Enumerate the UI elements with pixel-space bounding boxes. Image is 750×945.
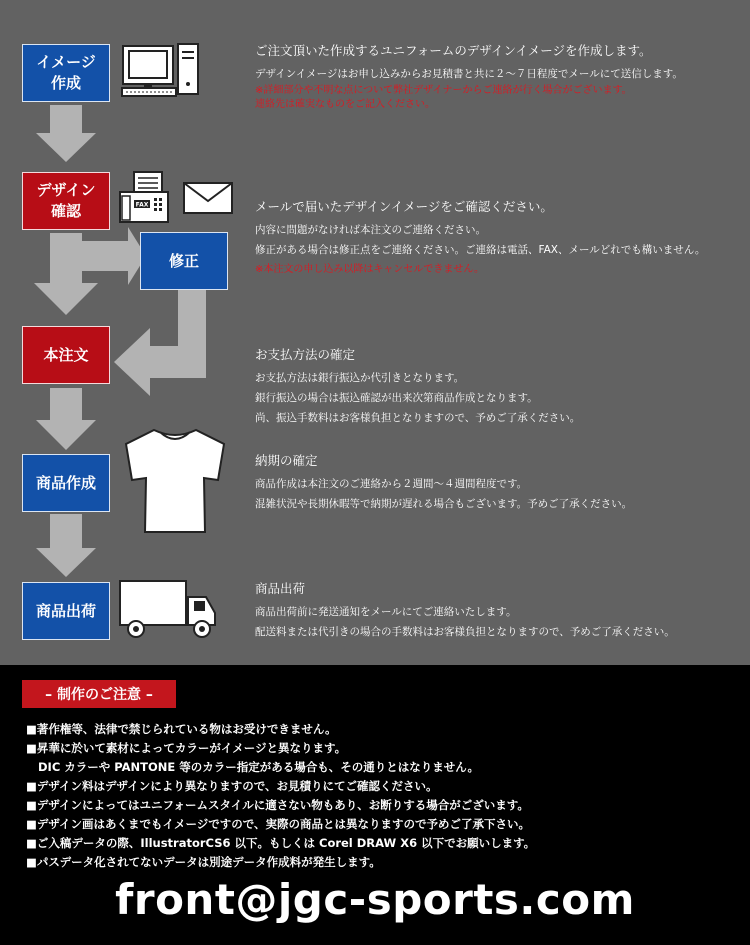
arrow-down-3 xyxy=(36,388,96,450)
section-text: お支払方法は銀行振込か代引きとなります。 xyxy=(255,372,465,384)
section-text: 混雑状況や長期休暇等で納期が遅れる場合もございます。予めご了承ください。 xyxy=(255,498,633,510)
section-text: 銀行振込の場合は振込確認が出来次第商品作成となります。 xyxy=(255,392,538,404)
contact-email: front@jgc-sports.com xyxy=(115,875,635,924)
mail-icon xyxy=(182,181,234,215)
list-item: ■ご入稿データの際、IllustratorCS6 以下。もしくは Corel DRAW X6 以下でお願いします。 xyxy=(26,836,536,850)
list-item: ■昇華に於いて素材によってカラーがイメージと異なります。 xyxy=(26,741,347,755)
section-heading: メールで届いたデザインイメージをご確認ください。 xyxy=(255,199,553,214)
section-image-creation xyxy=(255,40,683,112)
section-heading: ご注文頂いた作成するユニフォームのデザインイメージを作成します。 xyxy=(255,43,652,58)
arrow-down-4 xyxy=(36,514,96,577)
fax-icon xyxy=(118,170,170,224)
fax-label: FAX xyxy=(135,201,149,209)
section-text: 尚、振込手数料はお客様負担となりますので、予めご了承ください。 xyxy=(255,412,581,424)
section-delivery xyxy=(255,450,632,514)
arrow-fix-return xyxy=(114,289,206,396)
list-item: DIC カラーや PANTONE 等のカラー指定がある場合も、その通りとはなりません。 xyxy=(26,760,479,774)
section-text: 商品作成は本注文のご連絡から２週間～４週間程度です。 xyxy=(255,478,528,490)
section-text: 商品出荷前に発送通知をメールにてご連絡いたします。 xyxy=(255,606,517,618)
section-text: 修正がある場合は修正点をご連絡ください。ご連絡は電話、FAX、メールどれでも構いません。 xyxy=(255,244,706,256)
arrow-down-1 xyxy=(36,105,96,162)
arrow-fix-right xyxy=(82,227,146,285)
list-item: ■デザインによってはユニフォームスタイルに適さない物もあり、お断りする場合がございます。 xyxy=(26,798,529,812)
step-design-check: デザイン 確認 xyxy=(22,172,110,230)
section-heading: 納期の確定 xyxy=(255,453,318,468)
section-heading: 商品出荷 xyxy=(255,581,306,596)
computer-icon xyxy=(120,40,202,100)
step-shipping: 商品出荷 xyxy=(22,582,110,640)
list-item: ■デザイン画はあくまでもイメージですので、実際の商品とは異なりますので予めご了承下さい。 xyxy=(26,817,530,831)
list-item: ■デザイン料はデザインにより異なりますので、お見積りにてご確認ください。 xyxy=(26,779,438,793)
section-payment xyxy=(255,344,580,428)
list-item: ■著作権等、法律で禁じられている物はお受けできません。 xyxy=(26,722,337,736)
section-text: デザインイメージはお申し込みからお見積書と共に２～７日程度でメールにて送信します。 xyxy=(255,68,683,80)
warning-text: ※本注文の申し込み以降はキャンセルできません。 xyxy=(255,264,484,275)
tshirt-icon xyxy=(120,424,230,536)
warning-text: 連絡先は確実なものをご記入ください。 xyxy=(255,99,435,110)
section-design-check xyxy=(255,196,705,280)
section-heading: お支払方法の確定 xyxy=(255,347,356,362)
warning-text: ※詳細部分や不明な点について弊社デザイナーからご連絡が行く場合がございます。 xyxy=(255,85,632,96)
step-fix: 修正 xyxy=(140,232,228,290)
section-shipping xyxy=(255,578,675,642)
section-text: 配送料または代引きの場合の手数料はお客様負担となりますので、予めご了承ください。 xyxy=(255,626,675,638)
step-production: 商品作成 xyxy=(22,454,110,512)
notice-list xyxy=(26,720,535,872)
step-image-creation: イメージ 作成 xyxy=(22,44,110,102)
section-text: 内容に問題がなければ本注文のご連絡ください。 xyxy=(255,224,486,236)
list-item: ■パスデータ化されてないデータは別途データ作成料が発生します。 xyxy=(26,855,381,869)
notice-title: – 制作のご注意 – xyxy=(22,680,176,708)
step-order: 本注文 xyxy=(22,326,110,384)
truck-icon xyxy=(118,579,218,641)
